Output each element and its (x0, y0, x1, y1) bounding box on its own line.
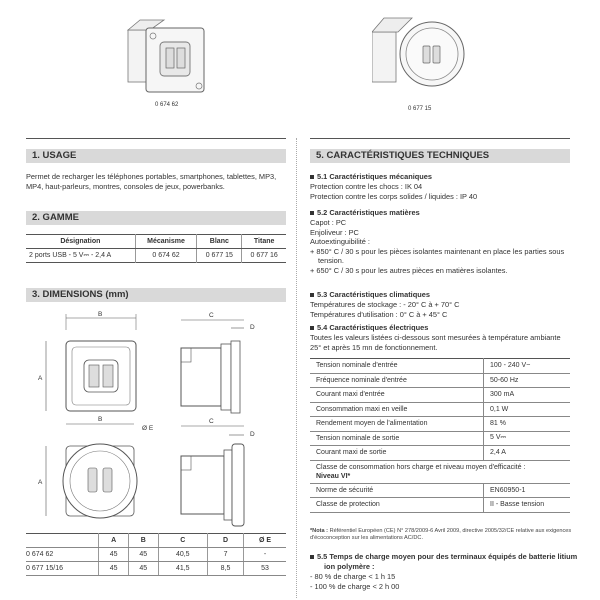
section-5-4 (310, 323, 580, 352)
elec-value: 300 mA (484, 388, 571, 403)
dims-col-a: A (99, 534, 129, 548)
table-row (310, 431, 570, 446)
dims-cell: 45 (128, 548, 158, 562)
usage-text: Permet de recharger les téléphones portables, smartphones, tablettes, MP3, MP4, haut-parleurs, montres, consoles de jeux, powerbanks. (26, 172, 277, 191)
s53-line: Températures de stockage : - 20° C à + 70° C (310, 300, 460, 309)
gamme-cell: 2 ports USB - 5 V⎓ - 2,4 A (29, 251, 112, 259)
table-row (26, 562, 286, 576)
table-row (310, 373, 570, 388)
dims-col-c: C (158, 534, 207, 548)
front-view-mechanism (38, 311, 136, 411)
gamme-col-blanc: Blanc (197, 235, 242, 249)
dimensions-header: 3. DIMENSIONS (mm) (26, 288, 286, 302)
elec-value: 100 - 240 V~ (484, 359, 571, 374)
bullet-square-icon (310, 293, 314, 297)
elec-class-cell (310, 460, 570, 483)
section-5-3 (310, 290, 580, 319)
s52-title: 5.2 Caractéristiques matières (317, 208, 420, 217)
table-row (310, 388, 570, 403)
dims-cell: 41,5 (158, 562, 207, 576)
dims-cell: 45 (99, 548, 129, 562)
gamme-col-designation: Désignation (26, 235, 135, 249)
side-view-mechanism (181, 312, 255, 413)
section-5-2 (310, 208, 580, 276)
elec-label: Tension nominale d'entrée (310, 359, 484, 374)
dims-cell: 8,5 (207, 562, 243, 576)
table-row (310, 446, 570, 461)
s52-line: Enjoliveur : PC (310, 227, 359, 237)
dims-header-row (26, 534, 286, 548)
bullet-square-icon (310, 555, 314, 559)
dim-label-b: B (98, 311, 103, 318)
s55-title: 5.5 Temps de charge moyen pour des terminaux équipés de batterie litium ion polymère : (317, 552, 578, 571)
elec-value: 50-60 Hz (484, 373, 571, 388)
nota-label: *Nota : (310, 528, 329, 534)
s52-bullet: + 850° C / 30 s pour les pièces isolantes maintenant en place les parties sous tension. (310, 246, 565, 266)
elec-label: Rendement moyen de l'alimentation (310, 417, 484, 432)
gamme-col-mecanisme: Mécanisme (135, 235, 197, 249)
gamme-header-row (26, 235, 286, 249)
dims-cell: 40,5 (158, 548, 207, 562)
elec-label: Courant maxi de sortie (310, 446, 484, 461)
gamme-table (26, 234, 286, 263)
dims-cell: 45 (128, 562, 158, 576)
electrical-table (310, 358, 570, 513)
elec-value: EN60950-1 (484, 483, 571, 498)
dims-col-ref (26, 534, 99, 548)
dim-label-a: A (38, 375, 43, 382)
product-image-round (372, 4, 472, 99)
dim-label-d2: D (250, 431, 255, 438)
table-row (310, 460, 570, 483)
s51-line: Protection contre les chocs : IK 04 (310, 182, 423, 191)
elec-value: 0,1 W (484, 402, 571, 417)
dimension-drawings (26, 308, 286, 530)
gamme-cell: 0 677 16 (242, 249, 286, 263)
dim-label-d: D (250, 324, 255, 331)
s54-title: 5.4 Caractéristiques électriques (317, 323, 429, 332)
dims-cell: - (244, 548, 286, 562)
elec-class-line2: Niveau VI* (316, 472, 351, 480)
s54-intro: Toutes les valeurs listées ci-dessous sont mesurées à température ambiante 25° et après 15 mn de fonctionnement. (310, 333, 561, 352)
dim-label-a2: A (38, 479, 43, 486)
side-view-round (181, 418, 255, 526)
s55-line: - 80 % de charge < 1 h 15 (310, 572, 396, 581)
product-image-mechanism (120, 8, 210, 98)
dimensions-table (26, 533, 286, 576)
column-divider (296, 138, 297, 598)
table-row (26, 548, 286, 562)
elec-class-line1: Classe de consommation hors charge et niveau moyen d'efficacité : (316, 463, 526, 471)
elec-label: Fréquence nominale d'entrée (310, 373, 484, 388)
tech-header: 5. CARACTÉRISTIQUES TECHNIQUES (310, 149, 570, 163)
dims-col-e: Ø E (244, 534, 286, 548)
dims-cell: 45 (99, 562, 129, 576)
gamme-header: 2. GAMME (26, 211, 286, 225)
dims-cell: 7 (207, 548, 243, 562)
dims-cell: 0 677 15/16 (26, 562, 99, 576)
product-ref-round: 0 677 15 (408, 106, 432, 112)
product-ref-mechanism: 0 674 62 (155, 102, 179, 108)
s51-title: 5.1 Caractéristiques mécaniques (317, 172, 433, 181)
elec-label: Norme de sécurité (310, 483, 484, 498)
s52-bullet: + 650° C / 30 s pour les autres pièces en matières isolantes. (310, 265, 508, 275)
gamme-cell: 0 677 15 (197, 249, 242, 263)
elec-value: 5 V⎓ (484, 431, 571, 446)
table-row (310, 417, 570, 432)
dims-cell: 53 (244, 562, 286, 576)
top-rule-right (310, 138, 570, 139)
dims-col-b: B (128, 534, 158, 548)
dim-label-c: C (209, 312, 214, 319)
s52-line: Capot : PC (310, 218, 347, 227)
dim-label-c2: C (209, 418, 214, 425)
bullet-square-icon (310, 175, 314, 179)
elec-value: II - Basse tension (484, 498, 571, 513)
gamme-col-titane: Titane (242, 235, 286, 249)
bullet-square-icon (310, 211, 314, 215)
top-rule-left (26, 138, 286, 139)
table-row (310, 402, 570, 417)
dims-cell: 0 674 62 (26, 548, 99, 562)
gamme-cell: 0 674 62 (135, 249, 197, 263)
elec-label: Consommation maxi en veille (310, 402, 484, 417)
elec-label: Courant maxi d'entrée (310, 388, 484, 403)
dims-col-d: D (207, 534, 243, 548)
table-row (310, 483, 570, 498)
s55-line: - 100 % de charge < 2 h 00 (310, 581, 400, 591)
usb-round-socket-image (372, 4, 472, 99)
nota (310, 528, 575, 543)
nota-text: Référentiel Européen (CE) N° 278/2009-6 Avril 2009, directive 2005/32/CE relative aux exigences d'écoconception sur les alimentations AC/DC. (310, 528, 572, 542)
table-row (26, 249, 286, 263)
table-row (310, 498, 570, 513)
elec-label: Tension nominale de sortie (310, 431, 484, 446)
elec-label: Classe de protection (310, 498, 484, 513)
table-row (310, 359, 570, 374)
usb-mechanism-image (120, 8, 210, 98)
bullet-square-icon (310, 326, 314, 330)
dim-label-b2: B (98, 416, 103, 423)
s52-line: Autoextinguibilité : (310, 237, 370, 247)
section-5-5 (310, 552, 580, 591)
s53-line: Températures d'utilisation : 0° C à + 45° C (310, 309, 448, 319)
section-5-1 (310, 172, 580, 201)
elec-value: 2,4 A (484, 446, 571, 461)
front-view-round (38, 416, 154, 518)
s51-line: Protection contre les corps solides / liquides : IP 40 (310, 191, 478, 201)
usage-header: 1. USAGE (26, 149, 286, 163)
dim-label-e: Ø E (142, 425, 154, 432)
elec-value: 81 % (484, 417, 571, 432)
s53-title: 5.3 Caractéristiques climatiques (317, 290, 430, 299)
